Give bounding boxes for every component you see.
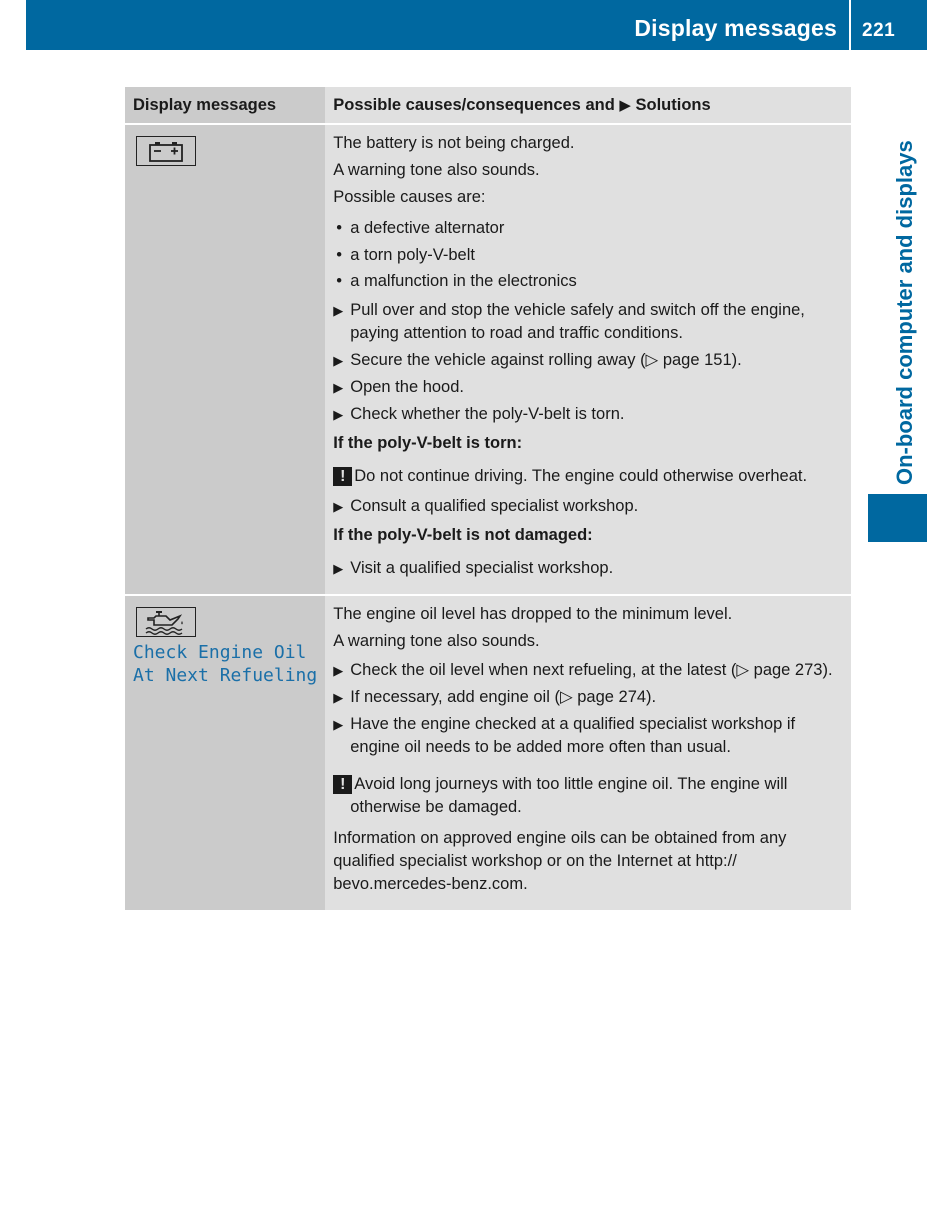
list-item-text: a torn poly-V-belt <box>350 245 475 264</box>
action-arrow-icon: ▶ <box>333 690 344 705</box>
action-step-text: Have the engine checked at a qualified specialist workshop if engine oil needs to be added more often than usual. <box>350 715 796 756</box>
action-arrow-icon: ▶ <box>333 717 344 732</box>
list-item <box>333 270 843 293</box>
table-header-row <box>125 87 851 124</box>
cause-text: The battery is not being charged. <box>333 134 575 152</box>
cause-text: A warning tone also sounds. <box>333 161 540 179</box>
side-tab <box>864 105 917 485</box>
side-tab-marker <box>868 494 927 542</box>
causes-solutions-cell <box>325 124 851 595</box>
action-step <box>333 299 843 345</box>
col-header-causes-solutions <box>325 87 851 124</box>
action-arrow-icon: ▶ <box>333 499 344 514</box>
display-messages-table <box>125 87 851 910</box>
warning-note <box>333 773 843 819</box>
action-step-text: Consult a qualified specialist workshop. <box>350 497 639 515</box>
col-header-solutions-label: Solutions <box>635 95 711 114</box>
action-step <box>333 659 843 682</box>
action-step-text: Secure the vehicle against rolling away (▷ page 151). <box>350 351 742 369</box>
exclamation-warning-icon: ! <box>333 775 352 794</box>
causes-solutions-cell <box>325 595 851 910</box>
action-step <box>333 495 843 518</box>
bullet-icon: • <box>336 272 343 290</box>
action-step-text: Open the hood. <box>350 378 464 396</box>
list-item <box>333 244 843 267</box>
cause-text: Possible causes are: <box>333 188 486 206</box>
page-header <box>26 0 927 50</box>
cause-text: A warning tone also sounds. <box>333 632 540 650</box>
list-item-text: a defective alternator <box>350 219 505 237</box>
warning-text: Avoid long journeys with too little engine oil. The engine will otherwise be damaged. <box>350 775 788 816</box>
action-arrow-icon: ▶ <box>333 561 344 576</box>
display-message-cell <box>125 124 325 595</box>
warning-text: Do not continue driving. The engine could otherwise overheat. <box>354 467 808 485</box>
list-item-text: a malfunction in the electronics <box>350 272 577 290</box>
bullet-icon: • <box>336 245 343 264</box>
cause-text: The engine oil level has dropped to the minimum level. <box>333 605 733 623</box>
side-tab-label: On-board computer and displays <box>892 140 917 485</box>
info-text: Information on approved engine oils can be obtained from any qualified specialist workshop or on the Internet at http:// bevo.mercedes-benz.com. <box>333 829 787 893</box>
table-row <box>125 124 851 595</box>
warning-note <box>333 465 843 488</box>
action-step-text: Check whether the poly-V-belt is torn. <box>350 405 625 423</box>
display-message-text: Check Engine Oil At Next Refueling <box>133 642 318 686</box>
action-step-text: Visit a qualified specialist workshop. <box>350 559 614 577</box>
exclamation-warning-icon: ! <box>333 467 352 486</box>
list-item <box>333 217 843 240</box>
display-message-cell <box>125 595 325 910</box>
bullet-icon: • <box>336 219 343 237</box>
play-arrow-icon: ▶ <box>619 96 631 114</box>
engine-oil-can-icon <box>136 607 196 637</box>
header-divider <box>849 0 851 50</box>
action-arrow-icon: ▶ <box>333 407 344 422</box>
action-step-text: Pull over and stop the vehicle safely and switch off the engine, paying attention to road and traffic conditions. <box>350 301 805 342</box>
action-step-text: Check the oil level when next refueling, at the latest (▷ page 273). <box>350 661 833 679</box>
col-header-display-messages: Display messages <box>125 87 325 124</box>
condition-heading: If the poly-V-belt is torn: <box>333 434 523 452</box>
action-step <box>333 713 843 759</box>
action-arrow-icon: ▶ <box>333 353 344 368</box>
page-number: 221 <box>862 20 896 41</box>
action-arrow-icon: ▶ <box>333 663 344 678</box>
action-step <box>333 376 843 399</box>
col-header-causes-label: Possible causes/consequences and <box>333 95 615 114</box>
action-step <box>333 403 843 426</box>
condition-heading: If the poly-V-belt is not damaged: <box>333 526 593 544</box>
section-title: Display messages <box>634 15 837 41</box>
action-step <box>333 349 843 372</box>
action-step <box>333 557 843 580</box>
action-step-text: If necessary, add engine oil (▷ page 274). <box>350 688 657 706</box>
table-row <box>125 595 851 910</box>
action-step <box>333 686 843 709</box>
action-arrow-icon: ▶ <box>333 380 344 395</box>
battery-warning-icon <box>136 136 196 166</box>
action-arrow-icon: ▶ <box>333 303 344 318</box>
